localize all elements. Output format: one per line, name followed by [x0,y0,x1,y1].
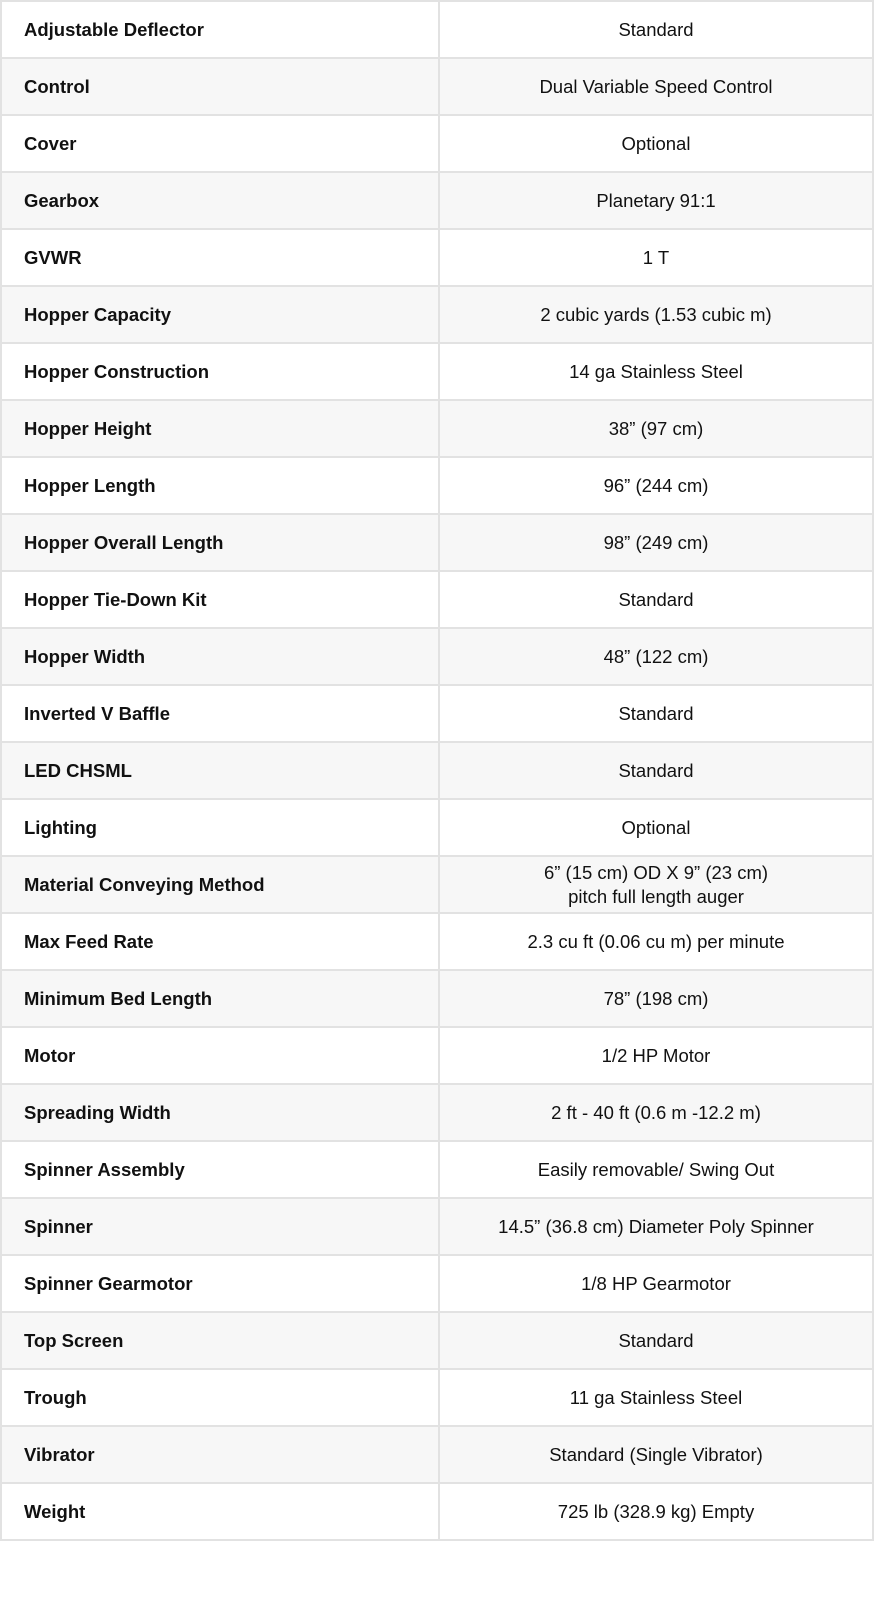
table-row [1,172,873,229]
spec-value: Standard [439,742,873,799]
table-row [1,628,873,685]
spec-value: 1/8 HP Gearmotor [439,1255,873,1312]
spec-label: Spinner Gearmotor [1,1255,439,1312]
spec-label: Top Screen [1,1312,439,1369]
spec-value: 1 T [439,229,873,286]
table-row [1,1483,873,1540]
spec-label: Material Conveying Method [1,856,439,913]
spec-label: Gearbox [1,172,439,229]
spec-label: Hopper Overall Length [1,514,439,571]
spec-value: 11 ga Stainless Steel [439,1369,873,1426]
spec-label: Spinner Assembly [1,1141,439,1198]
specifications-table-body [1,1,873,1540]
table-row [1,229,873,286]
table-row [1,1141,873,1198]
spec-value: Standard [439,571,873,628]
spec-value: Standard [439,1312,873,1369]
table-row [1,856,873,913]
table-row [1,970,873,1027]
table-row [1,115,873,172]
table-row [1,1,873,58]
table-row [1,1027,873,1084]
spec-value: 6” (15 cm) OD X 9” (23 cm) pitch full length auger [439,856,873,913]
table-row [1,514,873,571]
table-row [1,1426,873,1483]
table-row [1,685,873,742]
spec-value: 98” (249 cm) [439,514,873,571]
spec-value: 2 ft - 40 ft (0.6 m -12.2 m) [439,1084,873,1141]
spec-value: 14.5” (36.8 cm) Diameter Poly Spinner [439,1198,873,1255]
spec-label: Minimum Bed Length [1,970,439,1027]
spec-label: Spinner [1,1198,439,1255]
spec-label: Trough [1,1369,439,1426]
table-row [1,400,873,457]
spec-label: Control [1,58,439,115]
spec-value: 14 ga Stainless Steel [439,343,873,400]
spec-value: Standard (Single Vibrator) [439,1426,873,1483]
spec-value: Planetary 91:1 [439,172,873,229]
spec-label: Hopper Construction [1,343,439,400]
table-row [1,58,873,115]
spec-label: Hopper Tie-Down Kit [1,571,439,628]
spec-value: 38” (97 cm) [439,400,873,457]
spec-value: Optional [439,799,873,856]
table-row [1,343,873,400]
table-row [1,799,873,856]
spec-value: Standard [439,685,873,742]
spec-value: 725 lb (328.9 kg) Empty [439,1483,873,1540]
spec-value: 1/2 HP Motor [439,1027,873,1084]
table-row [1,457,873,514]
table-row [1,1198,873,1255]
table-row [1,286,873,343]
table-row [1,1312,873,1369]
spec-label: Weight [1,1483,439,1540]
spec-value: 48” (122 cm) [439,628,873,685]
spec-value: Optional [439,115,873,172]
spec-value: 96” (244 cm) [439,457,873,514]
spec-label: LED CHSML [1,742,439,799]
table-row [1,1084,873,1141]
table-row [1,1255,873,1312]
spec-label: GVWR [1,229,439,286]
spec-value: Dual Variable Speed Control [439,58,873,115]
spec-label: Hopper Height [1,400,439,457]
spec-label: Inverted V Baffle [1,685,439,742]
spec-label: Cover [1,115,439,172]
spec-label: Adjustable Deflector [1,1,439,58]
spec-value: 78” (198 cm) [439,970,873,1027]
table-row [1,571,873,628]
spec-label: Max Feed Rate [1,913,439,970]
table-row [1,913,873,970]
spec-label: Spreading Width [1,1084,439,1141]
spec-label: Vibrator [1,1426,439,1483]
spec-label: Lighting [1,799,439,856]
table-row [1,742,873,799]
spec-label: Hopper Capacity [1,286,439,343]
spec-value: Easily removable/ Swing Out [439,1141,873,1198]
spec-value: 2 cubic yards (1.53 cubic m) [439,286,873,343]
table-row [1,1369,873,1426]
spec-value: 2.3 cu ft (0.06 cu m) per minute [439,913,873,970]
spec-value: Standard [439,1,873,58]
spec-label: Hopper Length [1,457,439,514]
spec-label: Hopper Width [1,628,439,685]
spec-label: Motor [1,1027,439,1084]
